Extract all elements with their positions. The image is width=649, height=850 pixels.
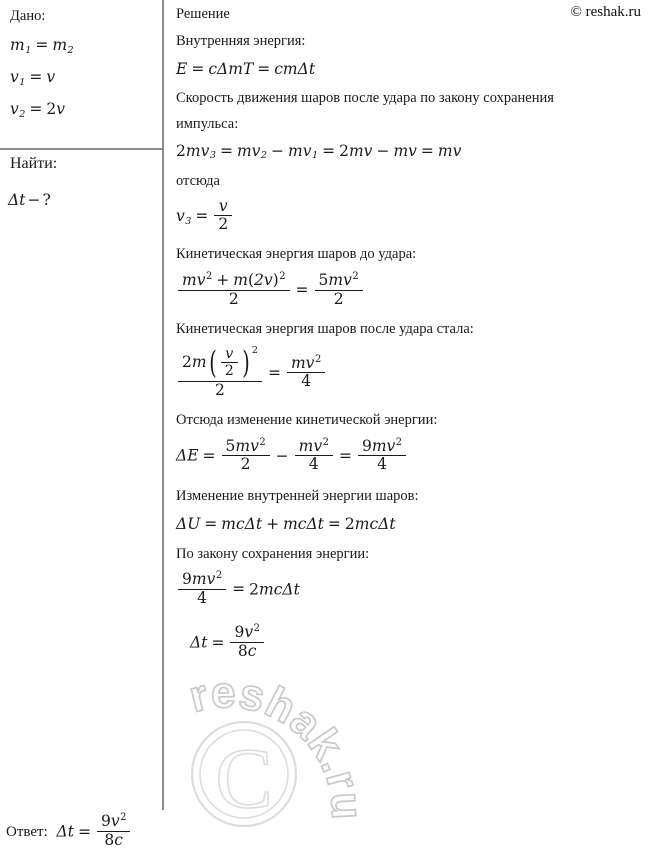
step4-eq: = [295, 280, 309, 299]
step6-fraction-1 [222, 438, 270, 473]
step3-lhs-sub: 3 [185, 215, 192, 227]
answer-label: Ответ: [6, 824, 48, 841]
step5-inner-denominator: 2 [224, 363, 234, 380]
step6-f2-numerator [295, 438, 333, 457]
step6-f2-denominator: 4 [308, 455, 319, 474]
step8-eq: = [232, 580, 246, 599]
step6-f1-num-pow: 2 [259, 436, 266, 448]
answer-line [6, 812, 132, 850]
step9-lhs: Δt [190, 633, 208, 652]
answer-den: c [114, 831, 123, 850]
given-1-rhs-sub: 2 [67, 44, 74, 56]
given-2-lhs-sub: 1 [19, 76, 26, 88]
step4-rnum-coef: 5 [318, 271, 329, 289]
step9-den: c [247, 642, 257, 661]
step2-eq1: = [219, 141, 233, 160]
step1-mid: cΔmT [208, 60, 254, 79]
step5-left-denominator: 2 [215, 380, 225, 399]
step2-t3: mv [288, 141, 312, 160]
step4-num-b-paren: 2v [254, 271, 273, 289]
step8-denominator: 4 [197, 588, 208, 607]
step8-rhs: mcΔt [259, 580, 300, 599]
step7-equation [176, 516, 649, 534]
step2-eq3: = [420, 141, 434, 160]
given-heading: Дано: [10, 8, 46, 24]
step8-equation [176, 570, 649, 608]
step6-f1-num-coef: 5 [225, 436, 236, 455]
step5-inner-numerator: v [221, 347, 238, 363]
find-dash: − [27, 190, 41, 209]
panel-divider [162, 0, 164, 810]
step8-numerator [178, 571, 226, 590]
given-3-rhs: v [56, 100, 66, 119]
find-question: ? [42, 190, 51, 209]
step7-lhs: ΔU [176, 515, 201, 534]
step4-num-b-pow: 2 [279, 270, 286, 282]
reshak-watermark [182, 662, 392, 842]
step2-t1: mv [185, 141, 210, 160]
step8-num-coef: 9 [182, 570, 192, 589]
watermark-circle-inner [200, 730, 288, 818]
given-line-3 [10, 102, 154, 120]
step5-num-var: m [191, 353, 207, 372]
step3-denominator: 2 [218, 215, 229, 234]
given-3-coef: 2 [46, 100, 57, 119]
step5-inner-fraction [219, 345, 240, 380]
step5-rnum-pow: 2 [314, 353, 322, 365]
step3-equation [176, 196, 649, 234]
given-2-lhs: v [10, 68, 19, 87]
given-3-lhs: v [10, 100, 19, 119]
step6-equation [176, 436, 649, 474]
step6-f2-num-pow: 2 [322, 436, 329, 448]
solution-panel [168, 0, 649, 673]
step6-eq1: = [202, 446, 216, 465]
step9-equation [190, 623, 649, 661]
step5-left-numerator [178, 346, 262, 382]
step2-t2-sub: 2 [260, 150, 268, 162]
step6-f3-num: mv [371, 436, 396, 455]
given-panel [0, 0, 162, 810]
answer-denominator [97, 832, 130, 849]
step1-label: Внутренняя энергия: [176, 33, 306, 50]
solution-heading: Решение [176, 6, 230, 22]
step6-f1-num: mv [235, 436, 259, 455]
find-panel [8, 155, 57, 209]
step5-right-fraction [287, 355, 325, 390]
step9-eq: = [211, 633, 225, 652]
answer-numerator [97, 813, 130, 832]
step4-rnum-pow: 2 [352, 270, 359, 282]
step7-t2: mcΔt [283, 515, 324, 534]
step2-minus2: − [376, 141, 390, 160]
step6-f3-num-coef: 9 [361, 436, 372, 455]
step4-right-fraction [315, 272, 363, 307]
given-3-op: = [29, 100, 43, 119]
step9-num-coef: 9 [234, 623, 245, 642]
step7-plus: + [266, 515, 280, 534]
step2-t2: mv [236, 141, 261, 160]
step5-label: Кинетическая энергия шаров после удара стала: [176, 320, 474, 337]
step5-equation [176, 344, 649, 400]
step7-eq1: = [204, 515, 218, 534]
step2-label-line2: импульса: [176, 115, 239, 132]
step6-f1-denominator: 2 [240, 455, 251, 474]
given-1-lhs-sub: 1 [25, 44, 32, 56]
step2-t6: mv [437, 141, 462, 160]
step2-t4-coef: 2 [339, 141, 349, 160]
step5-close-paren: ) [242, 344, 250, 381]
given-1-rhs: m [52, 36, 68, 55]
step8-num: mv [191, 570, 216, 589]
step9-den-coef: 8 [237, 642, 248, 661]
step4-num-a-pow: 2 [205, 270, 213, 282]
step2-t3-sub: 1 [312, 150, 319, 162]
step7-eq2: = [327, 515, 341, 534]
step2-t1-coef: 2 [176, 141, 186, 160]
step6-f1-numerator [222, 438, 270, 457]
step2-equation [176, 143, 649, 161]
step7-t3: mcΔt [354, 515, 396, 534]
step3-fraction [214, 196, 232, 234]
given-2-rhs: v [46, 68, 56, 87]
step4-right-numerator [315, 272, 363, 291]
step1-rhs: cmΔt [274, 60, 316, 79]
step5-left-fraction [178, 346, 262, 398]
step6-f3-numerator [358, 438, 406, 457]
step6-f3-denominator: 4 [377, 455, 387, 474]
answer-num: v [110, 812, 120, 831]
step1-lhs: E [176, 60, 188, 79]
find-symbol: Δt [8, 190, 26, 209]
step6-fraction-3 [358, 438, 406, 473]
step2-t1-sub: 3 [209, 150, 216, 162]
step4-label: Кинетическая энергия шаров до удара: [176, 246, 417, 263]
step5-open-paren: ( [208, 344, 217, 381]
step7-t1: mcΔt [221, 515, 263, 534]
step6-f3-num-pow: 2 [395, 436, 403, 448]
given-3-lhs-sub: 2 [19, 108, 26, 120]
answer-den-coef: 8 [104, 831, 115, 850]
given-line-2 [10, 70, 154, 88]
step9-numerator [230, 624, 263, 643]
find-heading: Найти: [10, 155, 58, 172]
answer-num-pow: 2 [120, 812, 127, 824]
step2-t4: mv [348, 141, 373, 160]
given-1-lhs: m [10, 36, 25, 55]
step9-num: v [244, 623, 254, 642]
step5-num-coef: 2 [182, 353, 192, 372]
step3-eq: = [195, 207, 209, 226]
step6-minus: − [275, 446, 289, 465]
answer-lhs: Δt [56, 822, 74, 841]
step4-left-fraction [178, 272, 290, 307]
step9-num-pow: 2 [253, 623, 260, 635]
copyright-notice: © reshak.ru [570, 4, 641, 20]
step3-lhs: v [176, 207, 185, 226]
step4-plus: + [216, 271, 230, 289]
step3-numerator: v [214, 199, 232, 217]
answer-eq: = [77, 822, 91, 841]
step8-fraction [178, 571, 226, 606]
step3-label: отсюда [176, 172, 220, 189]
step6-label: Отсюда изменение кинетической энергии: [176, 411, 438, 428]
step5-paren-group [207, 346, 258, 380]
step4-num-b-close-paren: ) [272, 271, 279, 289]
step1-eq1: = [191, 60, 205, 79]
step5-eq: = [267, 363, 281, 382]
watermark-arc-text: reshak.ru [184, 667, 372, 822]
step2-eq2: = [322, 141, 336, 160]
step4-right-denominator: 2 [333, 289, 344, 308]
step2-minus1: − [271, 141, 285, 160]
step7-t3-coef: 2 [344, 515, 355, 534]
step5-inner-pow: 2 [251, 345, 258, 357]
step4-num-b: m [233, 271, 248, 289]
step8-rhs-coef: 2 [249, 580, 260, 599]
step8-label: По закону сохранения энергии: [176, 545, 370, 562]
step6-lhs: ΔE [176, 446, 199, 465]
answer-num-coef: 9 [100, 812, 111, 831]
watermark-copyright-glyph: C [215, 730, 273, 826]
step5-right-numerator [287, 355, 325, 374]
step9-fraction [230, 624, 263, 659]
step6-fraction-2 [295, 438, 333, 473]
given-2-op: = [29, 68, 43, 87]
step9-denominator [230, 643, 263, 660]
step1-equation [176, 60, 649, 78]
step1-eq2: = [257, 60, 271, 79]
step8-num-pow: 2 [215, 570, 223, 582]
find-line [8, 191, 57, 209]
given-line-1 [10, 38, 154, 56]
step5-right-denominator: 4 [301, 372, 312, 391]
step2-label-line1: Скорость движения шаров после удара по закону сохранения [176, 90, 554, 107]
watermark-circle-outer [192, 722, 296, 826]
step4-rnum: mv [328, 271, 352, 289]
given-1-op: = [35, 36, 49, 55]
step2-t5: mv [393, 141, 417, 160]
answer-fraction [97, 813, 130, 848]
step5-rnum: mv [290, 353, 315, 372]
step4-left-numerator [178, 272, 290, 291]
given-find-separator [0, 148, 162, 150]
step4-num-a: mv [182, 271, 206, 289]
step6-eq2: = [338, 446, 352, 465]
step4-num-b-open-paren: ( [247, 271, 255, 289]
step4-equation [176, 270, 649, 308]
step4-left-denominator: 2 [228, 289, 239, 308]
step6-f2-num: mv [298, 436, 323, 455]
step7-label: Изменение внутренней энергии шаров: [176, 488, 419, 505]
